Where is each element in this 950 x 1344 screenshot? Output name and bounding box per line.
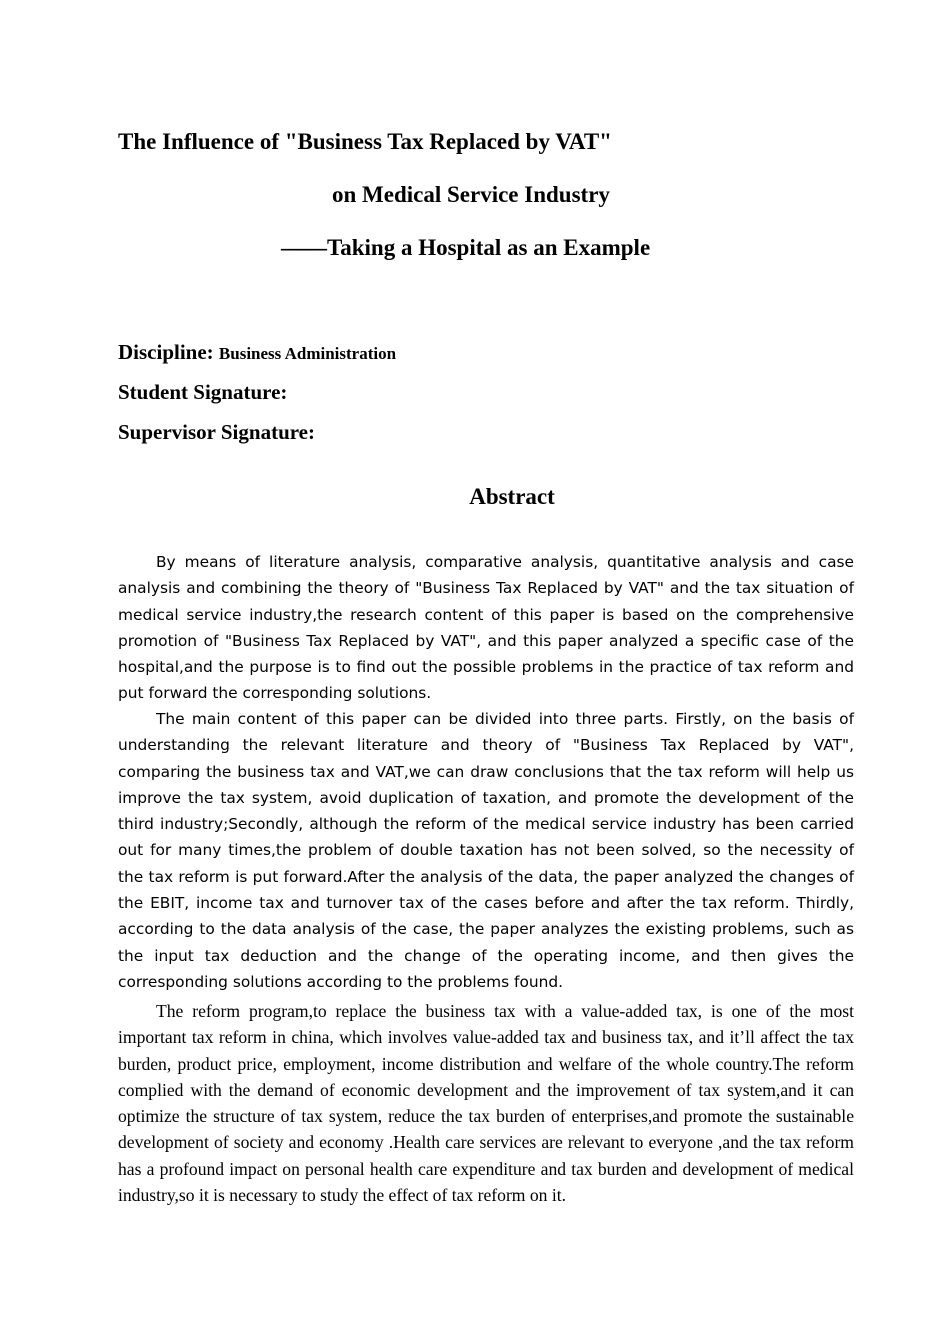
student-signature-label: Student Signature: bbox=[118, 380, 288, 404]
title-line-2: on Medical Service Industry bbox=[332, 182, 610, 207]
abstract-paragraph-3: The reform program,to replace the business tax with a value-added tax, is one of the most important tax reform in china, which involves value-added tax and business tax, and it’ll affect the tax burden, product price, employment, income distribution and welfare of the whole country.The reform complied with the demand of economic development and the improvement of tax system,and it can optimize the structure of tax system, reduce the tax burden of enterprises,and promote the sustainable development of society and economy .Health care services are relevant to everyone ,and the tax reform has a profound impact on personal health care expenditure and tax burden and development of medical industry,so it is necessary to study the effect of tax reform on it. bbox=[118, 1001, 854, 1206]
title-line-3: ——Taking a Hospital as an Example bbox=[281, 235, 651, 260]
abstract-paragraph-2: The main content of this paper can be divided into three parts. Firstly, on the basis of understanding the relevant literature and theory of "Business Tax Replaced by VAT", comparing the business tax and VAT,we can draw conclusions that the tax reform will help us improve the tax system, avoid duplication of taxation, and promote the development of the third industry;Secondly, although the reform of the medical service industry has been carried out for many times,the problem of double taxation has not been solved, so the necessity of the tax reform is put forward.After the analysis of the data, the paper analyzed the changes of the EBIT, income tax and turnover tax of the cases before and after the tax reform. Thirdly, according to the data analysis of the case, the paper analyzes the existing problems, such as the input tax deduction and the change of the operating income, and then gives the corresponding solutions according to the problems found. bbox=[118, 710, 854, 991]
discipline-label: Discipline: bbox=[118, 340, 214, 364]
abstract-heading: Abstract bbox=[469, 484, 555, 509]
supervisor-signature-label: Supervisor Signature: bbox=[118, 420, 315, 444]
title-line-1: The Influence of "Business Tax Replaced by VAT" bbox=[118, 129, 612, 154]
discipline-row bbox=[118, 342, 396, 363]
abstract-paragraph-1: By means of literature analysis, comparative analysis, quantitative analysis and case analysis and combining the theory of "Business Tax Replaced by VAT" and the tax situation of medical service industry,the research content of this paper is based on the comprehensive promotion of "Business Tax Replaced by VAT", and this paper analyzed a specific case of the hospital,and the purpose is to find out the possible problems in the practice of tax reform and put forward the corresponding solutions. bbox=[118, 553, 854, 703]
discipline-value: Business Administration bbox=[218, 344, 397, 363]
